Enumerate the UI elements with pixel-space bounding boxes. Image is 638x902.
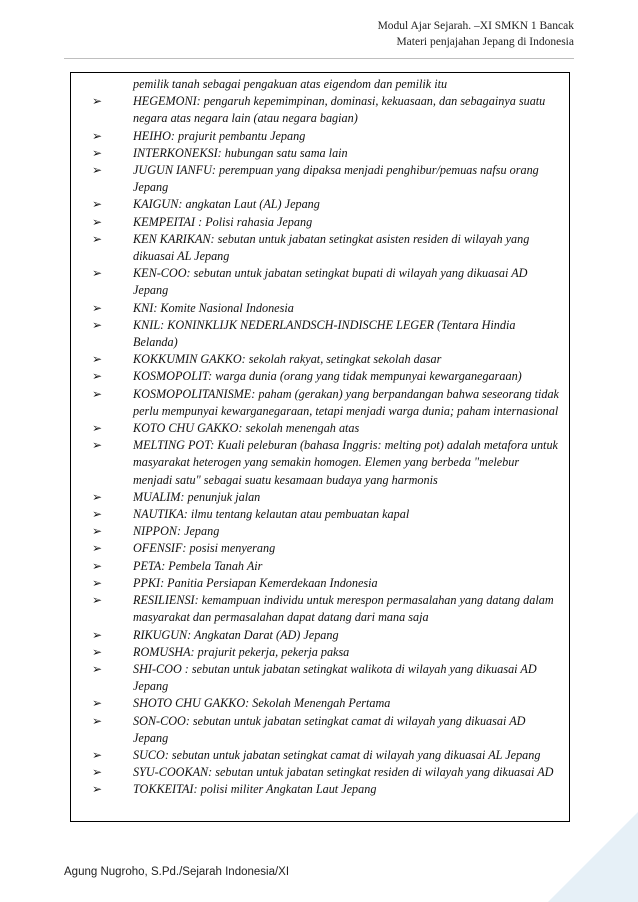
glossary-entry-text: SHI-COO : sebutan untuk jabatan setingkat walikota di wilayah yang dikuasai AD Jepang (133, 661, 537, 694)
glossary-entry-text: RIKUGUN: Angkatan Darat (AD) Jepang (133, 627, 339, 642)
arrow-bullet-icon: ➢ (92, 317, 103, 332)
glossary-entry-text: MELTING POT: Kuali peleburan (bahasa Inggris: melting pot) adalah metafora untuk masyarakat heterogen yang semakin homogen. Elemen yang berbeda "melebur menjadi satu" sebagai suatu kesamaan budaya yang harmonis (133, 438, 558, 487)
glossary-entry-text: KOSMOPOLIT: warga dunia (orang yang tidak mempunyai kewarganegaraan) (133, 369, 522, 384)
arrow-bullet-icon: ➢ (92, 369, 103, 384)
arrow-bullet-icon: ➢ (92, 696, 103, 711)
glossary-entry-text: HEIHO: prajurit pembantu Jepang (133, 128, 306, 143)
header-module-title: Modul Ajar Sejarah. –XI SMKN 1 Bancak (377, 20, 574, 32)
glossary-entry-text: PETA: Pembela Tanah Air (133, 558, 263, 573)
glossary-entry-text: OFENSIF: posisi menyerang (133, 541, 276, 556)
glossary-entry-text: SUCO: sebutan untuk jabatan setingkat camat di wilayah yang dikuasai AL Jepang (133, 747, 541, 762)
glossary-entry (71, 558, 569, 575)
glossary-entry (71, 523, 569, 540)
arrow-bullet-icon: ➢ (92, 266, 103, 281)
glossary-entry (71, 265, 569, 299)
arrow-bullet-icon: ➢ (92, 765, 103, 780)
glossary-entry-text: SYU-COOKAN: sebutan untuk jabatan setingkat residen di wilayah yang dikuasai AD (133, 765, 554, 780)
glossary-entry-text: MUALIM: penunjuk jalan (133, 489, 261, 504)
glossary-entry-text: SON-COO: sebutan untuk jabatan setingkat camat di wilayah yang dikuasai AD Jepang (133, 713, 526, 745)
arrow-bullet-icon: ➢ (92, 747, 103, 762)
glossary-entry-text: SHOTO CHU GAKKO: Sekolah Menengah Pertama (133, 696, 391, 711)
glossary-entry (71, 592, 569, 626)
glossary-list (71, 76, 569, 799)
arrow-bullet-icon: ➢ (92, 782, 103, 797)
glossary-entry-text: NAUTIKA: ilmu tentang kelautan atau pembuatan kapal (133, 507, 410, 522)
glossary-entry (71, 540, 569, 557)
glossary-entry (71, 214, 569, 231)
glossary-entry (71, 661, 569, 695)
arrow-bullet-icon: ➢ (92, 214, 103, 229)
arrow-bullet-icon: ➢ (92, 386, 103, 401)
glossary-entry (71, 713, 569, 747)
arrow-bullet-icon: ➢ (92, 352, 103, 367)
footer-author: Agung Nugroho, S.Pd./Sejarah Indonesia/XI (64, 866, 290, 878)
arrow-bullet-icon: ➢ (92, 489, 103, 504)
glossary-box (70, 72, 570, 822)
glossary-entry-text: KNI: Komite Nasional Indonesia (133, 300, 294, 315)
page-number: 15 (596, 857, 614, 874)
glossary-entry (71, 231, 569, 265)
glossary-entry (71, 575, 569, 592)
glossary-entry (71, 437, 569, 489)
glossary-entry-text: RESILIENSI: kemampuan individu untuk merespon permasalahan yang datang dalam masyarakat dan permasalahan dapat datang dari mana saja (133, 593, 554, 625)
glossary-entry (71, 93, 569, 127)
glossary-entry-text: KEMPEITAI : Polisi rahasia Jepang (133, 214, 313, 229)
arrow-bullet-icon: ➢ (92, 231, 103, 246)
glossary-entry (71, 781, 569, 798)
arrow-bullet-icon: ➢ (92, 627, 103, 642)
arrow-bullet-icon: ➢ (92, 438, 103, 453)
arrow-bullet-icon: ➢ (92, 644, 103, 659)
glossary-entry-text: KEN-COO: sebutan untuk jabatan setingkat bupati di wilayah yang dikuasai AD Jepang (133, 266, 528, 298)
glossary-entry (71, 627, 569, 644)
arrow-bullet-icon: ➢ (92, 300, 103, 315)
glossary-entry (71, 506, 569, 523)
glossary-entry (71, 695, 569, 712)
glossary-entry-text: TOKKEITAI: polisi militer Angkatan Laut Jepang (133, 782, 377, 797)
glossary-entry-text: KAIGUN: angkatan Laut (AL) Jepang (133, 197, 320, 212)
glossary-entry-text: PPKI: Panitia Persiapan Kemerdekaan Indonesia (133, 575, 378, 590)
glossary-entry (71, 300, 569, 317)
glossary-entry (71, 644, 569, 661)
glossary-entry-text: ROMUSHA: prajurit pekerja, pekerja paksa (133, 644, 350, 659)
glossary-entry-text: KEN KARIKAN: sebutan untuk jabatan setingkat asisten residen di wilayah yang dikuasai AL Jepang (133, 231, 530, 264)
page-header (378, 18, 574, 50)
glossary-entry-text: NIPPON: Jepang (133, 524, 220, 539)
arrow-bullet-icon: ➢ (92, 713, 103, 728)
glossary-entry (71, 747, 569, 764)
arrow-bullet-icon: ➢ (92, 593, 103, 608)
glossary-entry (71, 368, 569, 385)
glossary-entry (71, 489, 569, 506)
glossary-entry-text: KOSMOPOLITANISME: paham (gerakan) yang berpandangan bahwa seseorang tidak perlu mempunyai kewarganegaraan, tetapi menjadi warga dunia; paham internasional (133, 386, 559, 418)
arrow-bullet-icon: ➢ (92, 575, 103, 590)
glossary-entry-text: pemilik tanah sebagai pengakuan atas eigendom dan pemilik itu (133, 77, 448, 91)
glossary-entry (71, 128, 569, 145)
glossary-entry (71, 145, 569, 162)
glossary-entry-text: INTERKONEKSI: hubungan satu sama lain (133, 145, 348, 160)
glossary-entry-text: KOTO CHU GAKKO: sekolah menengah atas (133, 421, 360, 436)
glossary-entry (71, 764, 569, 781)
arrow-bullet-icon: ➢ (92, 421, 103, 436)
arrow-bullet-icon: ➢ (92, 94, 103, 109)
arrow-bullet-icon: ➢ (92, 197, 103, 212)
glossary-entry (71, 162, 569, 196)
glossary-entry (71, 317, 569, 351)
glossary-entry-text: KOKKUMIN GAKKO: sekolah rakyat, setingkat sekolah dasar (133, 352, 442, 367)
glossary-entry (71, 196, 569, 213)
header-divider (64, 58, 574, 59)
corner-decoration (548, 812, 638, 902)
glossary-entry-text: JUGUN IANFU: perempuan yang dipaksa menjadi penghibur/pemuas nafsu orang Jepang (133, 163, 539, 195)
arrow-bullet-icon: ➢ (92, 661, 103, 676)
glossary-entry-text: HEGEMONI: pengaruh kepemimpinan, dominasi, kekuasaan, dan sebagainya suatu negara atas negara lain (atau negara bagian) (133, 94, 546, 126)
arrow-bullet-icon: ➢ (92, 145, 103, 160)
arrow-bullet-icon: ➢ (92, 507, 103, 522)
glossary-entry (71, 351, 569, 368)
glossary-entry (71, 386, 569, 420)
header-subject: Materi penjajahan Jepang di Indonesia (396, 36, 574, 48)
glossary-entry (71, 76, 569, 93)
glossary-entry (71, 420, 569, 437)
arrow-bullet-icon: ➢ (92, 524, 103, 539)
arrow-bullet-icon: ➢ (92, 558, 103, 573)
arrow-bullet-icon: ➢ (92, 128, 103, 143)
arrow-bullet-icon: ➢ (92, 541, 103, 556)
glossary-entry-text: KNIL: KONINKLIJK NEDERLANDSCH-INDISCHE LEGER (Tentara Hindia Belanda) (133, 317, 516, 350)
arrow-bullet-icon: ➢ (92, 163, 103, 178)
